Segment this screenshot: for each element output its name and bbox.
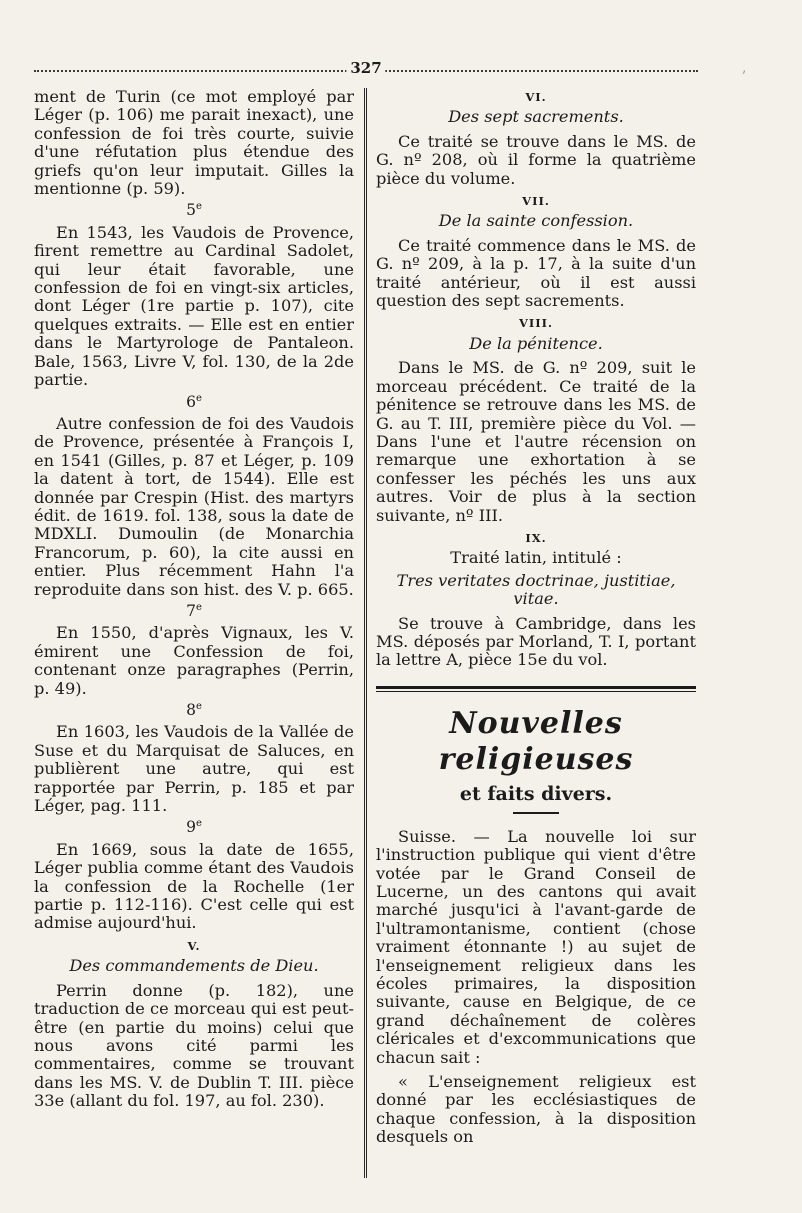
continued-paragraph: ment de Turin (ce mot employé par Léger (p. 106) me parait inexact), une confession de foi très courte, suivie d'une réfutation plus étendue des griefs qu'on leur imputait. Gilles la mentionne (p. 59). (34, 87, 354, 199)
section-7-text: En 1550, d'après Vignaux, les V. émirent une Confession de foi, contenant onze paragraphes (Perrin, p. 49). (34, 623, 354, 698)
right-column (376, 88, 696, 1147)
section-5-text: En 1543, les Vaudois de Provence, firent remettre au Cardinal Sadolet, qui leur était favorable, une confession de foi en vingt-six articles, dont Léger (1re partie p. 107), cite quelques extraits. — Elle est en entier dans le Martyrologe de Pantaleon. Bale, 1563, Livre V, fol. 130, de la 2de partie. (34, 222, 354, 390)
section-number-6: 6e (186, 392, 202, 411)
section-v-title: Des commandements de Dieu. (69, 956, 319, 976)
left-column (34, 88, 354, 1111)
section-6-text: Autre confession de foi des Vaudois de Provence, présentée à François I, en 1541 (Gilles, p. 87 et Léger, p. 109 la datent à tort, de 1544). Elle est donnée par Crespin (Hist. des martyrs édit. de 1619. fol. 138, sous la date de MDXLI. Dumoulin (de Monarchia Francorum, p. 60), la cite aussi en entier. Plus récemment Hahn l'a reproduite dans son hist. des V. p. 665. (34, 413, 354, 599)
section-viii-title: De la pénitence. (469, 333, 603, 353)
section-vii-text: Ce traité commence dans le MS. de G. nº 209, à la p. 17, à la suite d'un traité antérieur, où il est aussi question des sept sacrements. (376, 235, 696, 311)
section-roman-vi: VI. (525, 90, 547, 104)
news-heading: Nouvelles religieuses (438, 705, 634, 777)
section-number-7: 7e (186, 601, 202, 620)
section-number-8: 8e (186, 700, 202, 719)
margin-mark: , (742, 60, 747, 76)
section-roman-v: V. (187, 938, 201, 953)
section-v-text: Perrin donne (p. 182), une traduction de ce morceau qui est peut-être (en partie du moins) celui que nous avons cité parmi les commentaires, comme se trouvant dans les MS. V. de Dublin T. III. pièce 33e (allant du fol. 197, au fol. 230). (34, 980, 354, 1111)
news-paragraph-1: Suisse. — La nouvelle loi sur l'instruction publique qui vient d'être votée par le Grand Conseil de Lucerne, un des cantons qui avait marché jusqu'ici à l'avant-garde de l'ultramontanisme, contient (chose vraiment étonnante !) au sujet de l'enseignement religieux dans les écoles primaires, la disposition suivante, cause en Belgique, de ce grand déchaînement de colères cléricales et d'excommunications que chacun sait : (376, 826, 696, 1067)
page-header (34, 58, 698, 80)
section-ix-text: Se trouve à Cambridge, dans les MS. déposés par Morland, T. I, portant la lettre A, pièce 15e du vol. (376, 613, 696, 670)
column-divider (364, 88, 367, 1178)
news-paragraph-2: « L'enseignement religieux est donné par les ecclésiastiques de chaque confession, à la disposition desquels on (376, 1072, 696, 1147)
section-vi-text: Ce traité se trouve dans le MS. de G. nº 208, où il forme la quatrième pièce du volume. (376, 131, 696, 188)
section-vii-title: De la sainte confession. (438, 211, 634, 231)
section-8-text: En 1603, les Vaudois de la Vallée de Suse et du Marquisat de Saluces, en publièrent une autre, qui est rapportée par Perrin, p. 185 et par Léger, pag. 111. (34, 722, 354, 816)
section-separator-rule (376, 686, 696, 692)
section-number-9: 9e (186, 818, 202, 837)
section-ix-intro: Traité latin, intitulé : (450, 548, 622, 568)
page-number: 327 (346, 58, 385, 78)
section-viii-text: Dans le MS. de G. nº 209, suit le morceau précédent. Ce traité de la pénitence se retrouve dans les MS. de G. au T. III, première pièce du Vol. — Dans l'une et l'autre récension on remarque une exhortation à se confesser les péchés les uns aux autres. Voir de plus à la section suivante, nº III. (376, 358, 696, 525)
section-vi-title: Des sept sacrements. (448, 107, 624, 127)
section-ix-title: Tres veritates doctrinae, justitiae, vitae. (396, 570, 676, 609)
section-roman-vii: VII. (522, 194, 550, 209)
short-rule (513, 812, 559, 814)
news-subheading: et faits divers. (459, 782, 613, 805)
section-roman-ix: IX. (525, 530, 547, 545)
section-number-5: 5e (186, 201, 202, 220)
section-9-text: En 1669, sous la date de 1655, Léger publia comme étant des Vaudois la confession de la Rochelle (1er partie p. 112-116). C'est celle qui est admise aujourd'hui. (34, 839, 354, 933)
section-roman-viii: VIII. (518, 316, 554, 331)
